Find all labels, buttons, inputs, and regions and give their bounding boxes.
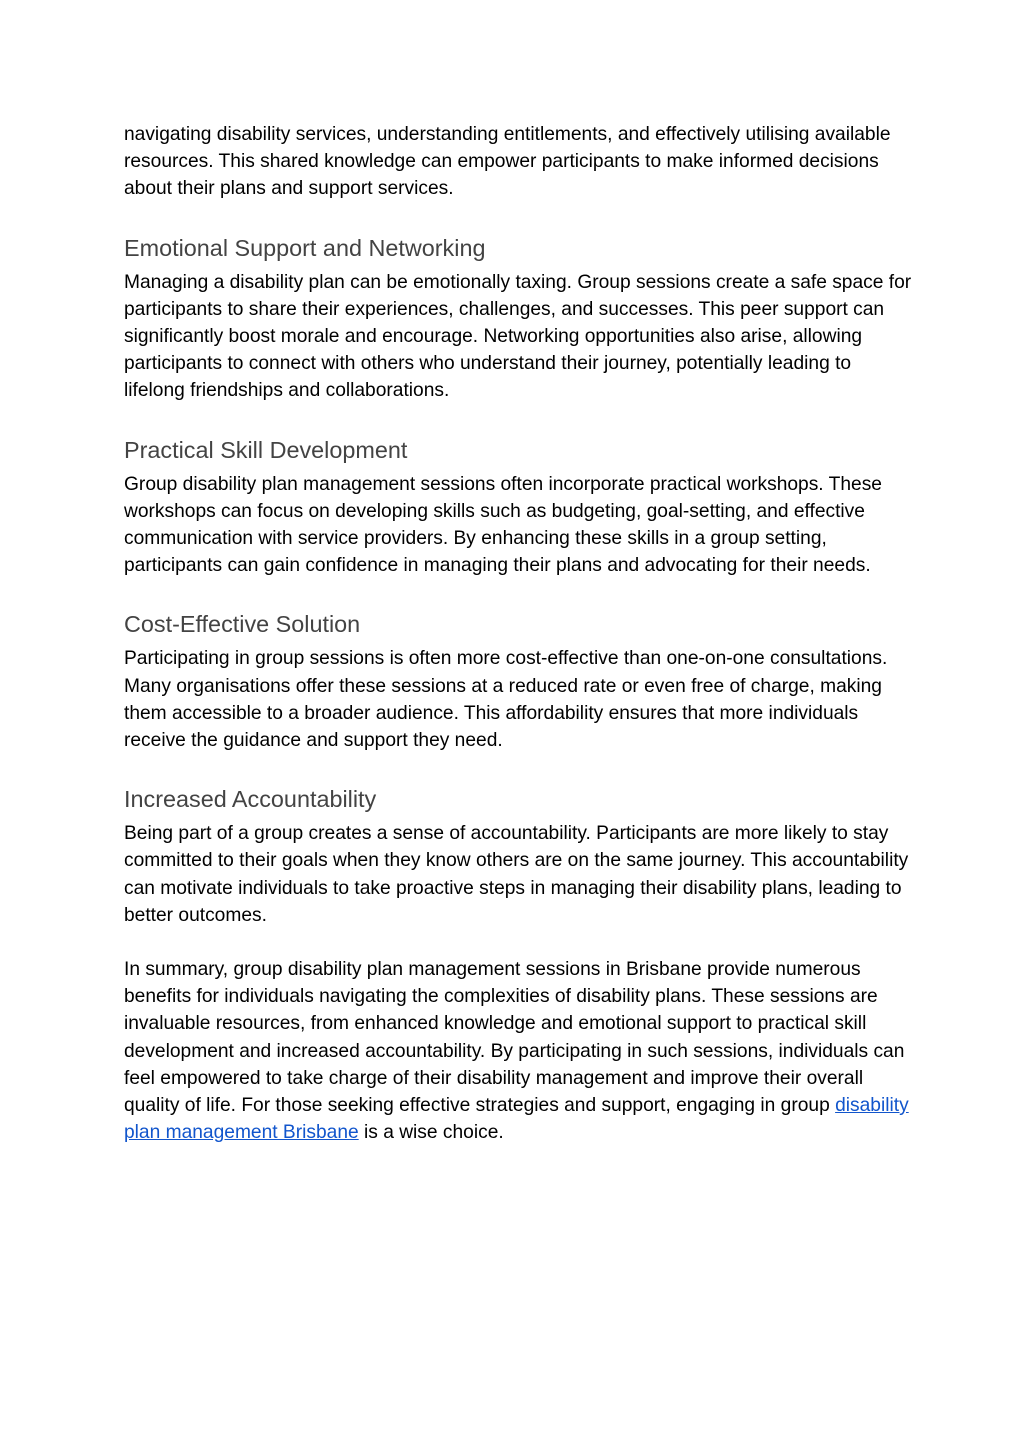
section-accountability (124, 784, 914, 929)
section-heading: Emotional Support and Networking (124, 234, 486, 261)
section-body: Group disability plan management sessions often incorporate practical workshops. These workshops can focus on developing skills such as budgeting, goal-setting, and effective communication with service providers. By enhancing these skills in a group setting, participants can gain confidence in managing their plans and advocating for their needs. (124, 473, 882, 577)
section-emotional-support (124, 233, 914, 405)
intro-paragraph: navigating disability services, understanding entitlements, and effectively utilising available resources. This shared knowledge can empower participants to make informed decisions about their plans and support services. (124, 124, 891, 200)
summary-text-before-link: In summary, group disability plan management sessions in Brisbane provide numerous benefits for individuals navigating the complexities of disability plans. These sessions are invaluable resources, from enhanced knowledge and emotional support to practical skill development and increased accountability. By participating in such sessions, individuals can feel empowered to take charge of their disability management and improve their overall quality of life. For those seeking effective strategies and support, engaging in group (124, 959, 905, 1117)
section-practical-skill (124, 435, 914, 580)
summary-paragraph (124, 956, 914, 1146)
document-page (124, 121, 914, 1146)
section-body: Managing a disability plan can be emotionally taxing. Group sessions create a safe space for participants to share their experiences, challenges, and successes. This peer support can significantly boost morale and encourage. Networking opportunities also arise, allowing participants to connect with others who understand their journey, potentially leading to lifelong friendships and collaborations. (124, 271, 912, 402)
section-heading: Increased Accountability (124, 786, 377, 813)
section-body: Being part of a group creates a sense of accountability. Participants are more likely to stay committed to their goals when they know others are on the same journey. This accountability can motivate individuals to take proactive steps in managing their disability plans, leading to better outcomes. (124, 823, 909, 926)
section-heading: Practical Skill Development (124, 436, 408, 463)
section-heading: Cost-Effective Solution (124, 611, 361, 638)
summary-text-after-link: is a wise choice. (358, 1122, 504, 1144)
disability-plan-management-brisbane-link[interactable]: disability plan management Brisbane (124, 1095, 909, 1144)
section-cost-effective (124, 609, 914, 754)
section-body: Participating in group sessions is often more cost-effective than one-on-one consultations. Many organisations offer these sessions at a reduced rate or even free of charge, making them accessible to a broader audience. This affordability ensures that more individuals receive the guidance and support they need. (124, 648, 888, 752)
